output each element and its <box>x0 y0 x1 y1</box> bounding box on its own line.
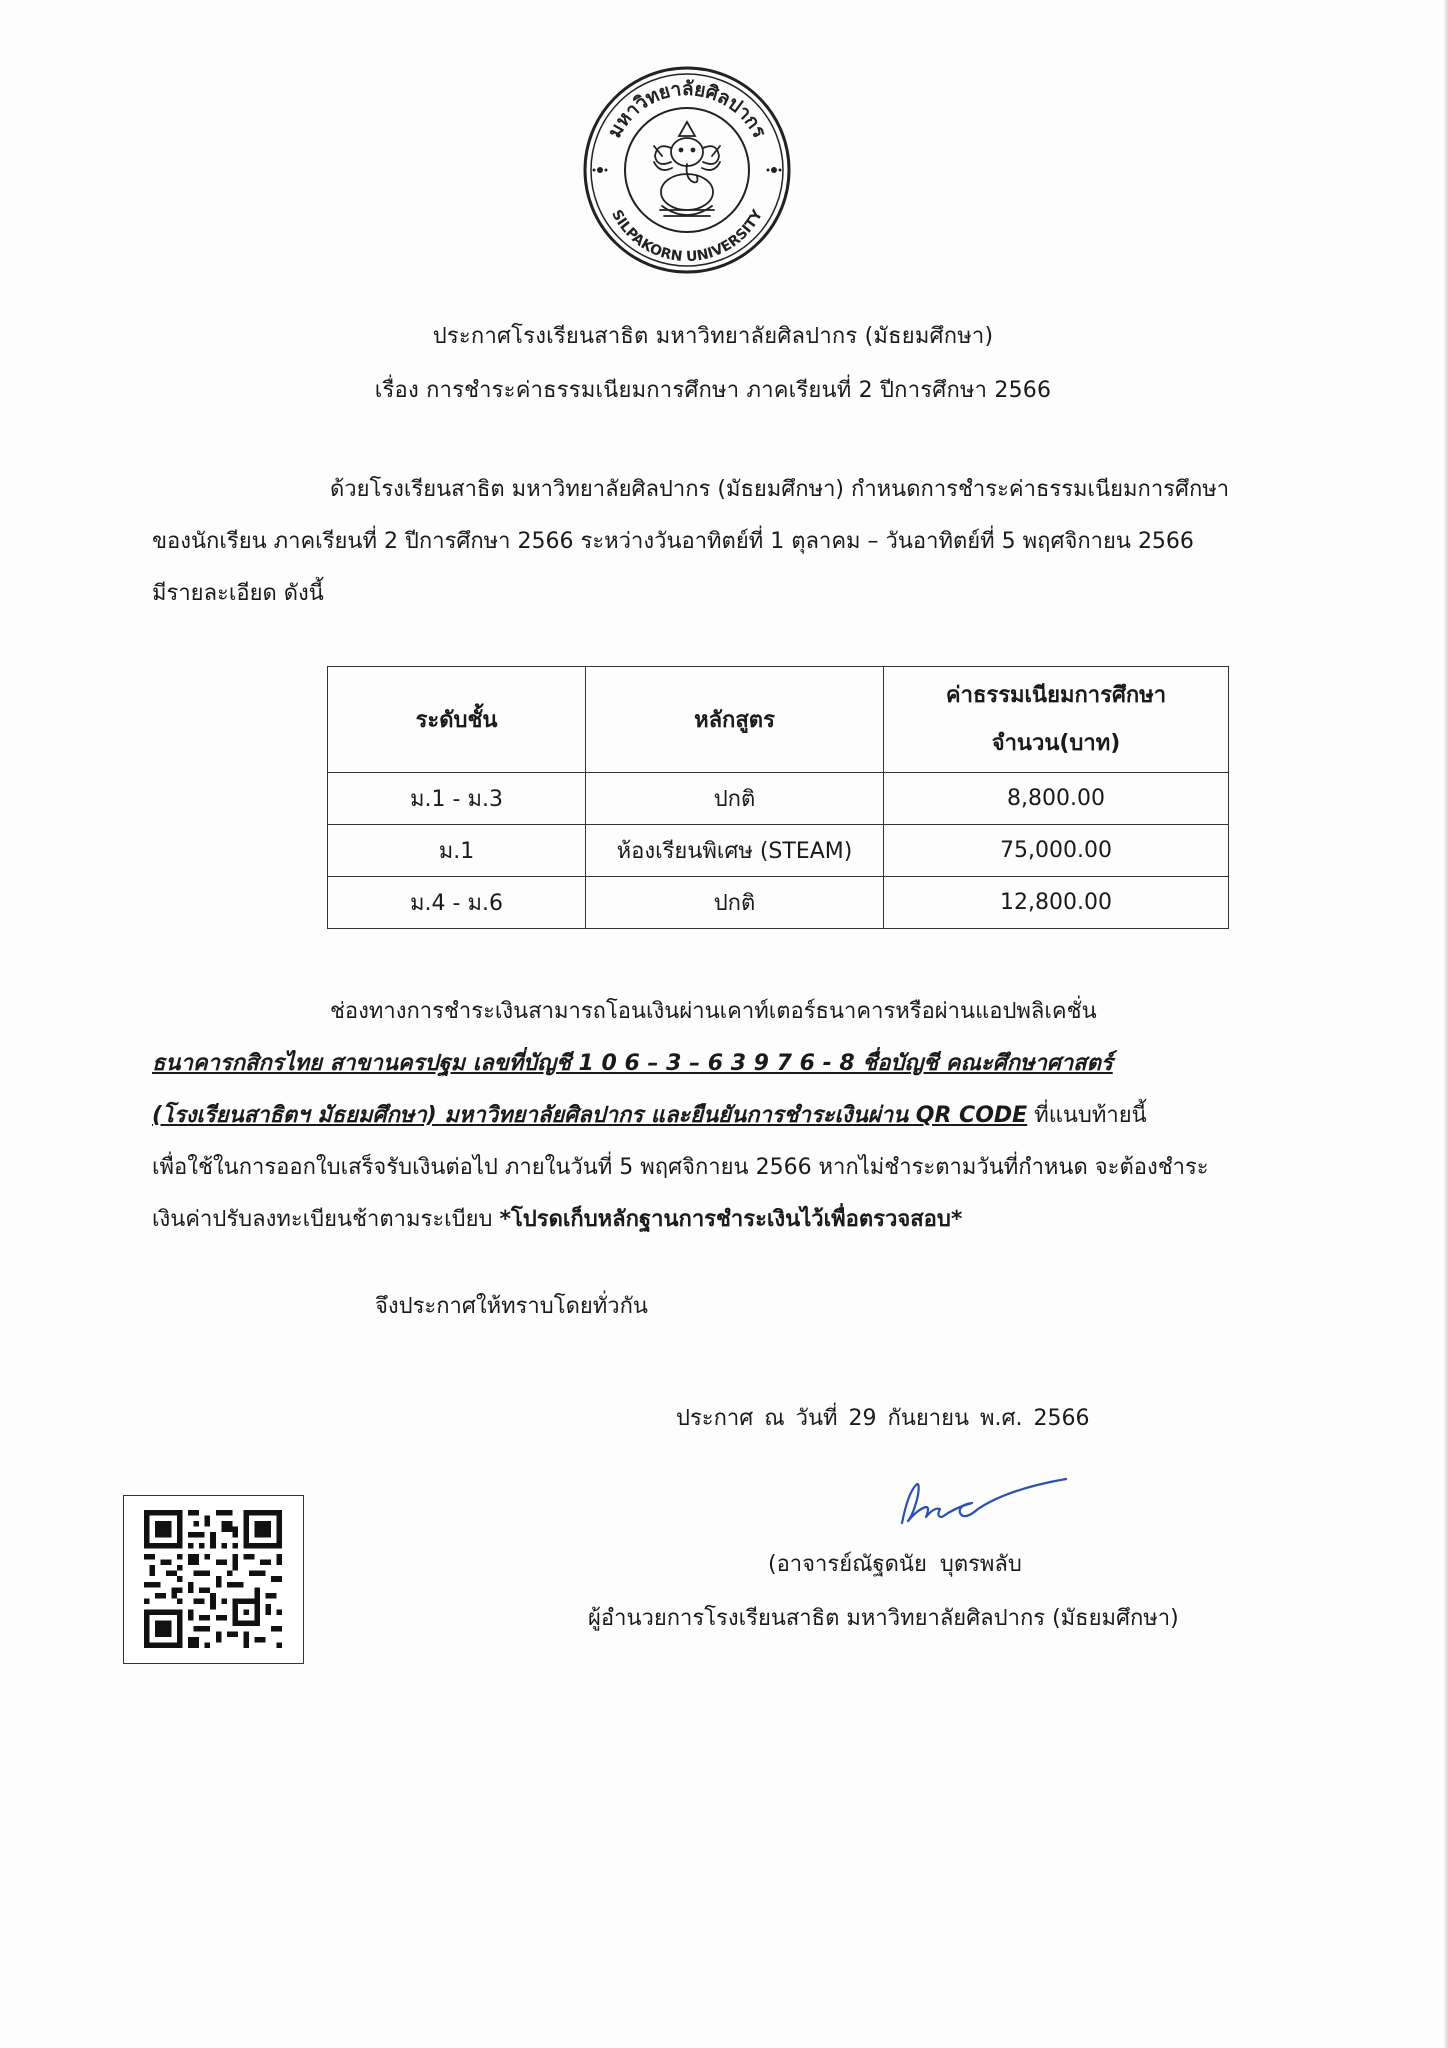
payment-line <box>152 1194 1298 1246</box>
cell-fee: 75,000.00 <box>884 825 1229 877</box>
payment-qr-code <box>123 1495 304 1664</box>
payment-line-plain: เงินค่าปรับลงทะเบียนช้าตามระเบียบ <box>152 1207 500 1232</box>
payment-line-rest: ที่แนบท้ายนี้ <box>1027 1103 1147 1128</box>
closing-statement: จึงประกาศให้ทราบโดยทั่วกัน <box>375 1294 648 1319</box>
qr-code-icon <box>144 1510 282 1648</box>
announcement-title: ประกาศโรงเรียนสาธิต มหาวิทยาลัยศิลปากร (มัธยมศึกษา) <box>432 324 994 349</box>
cell-level: ม.4 - ม.6 <box>328 877 586 929</box>
payment-line: เพื่อใช้ในการออกใบเสร็จรับเงินต่อไป ภายในวันที่ 5 พฤศจิกายน 2566 หากไม่ชำระตามวันที่กำหนด จะต้องชำระ <box>152 1155 1209 1180</box>
header-level: ระดับชั้น <box>328 667 586 773</box>
signer-name: (อาจารย์ณัฐดนัย บุตรพลับ <box>768 1552 1022 1577</box>
announcement-date: ประกาศ ณ วันที่ 29 กันยายน พ.ศ. 2566 <box>676 1406 1090 1431</box>
page-edge <box>1444 0 1448 2048</box>
fee-table-header-row <box>328 667 1229 773</box>
intro-line: ของนักเรียน ภาคเรียนที่ 2 ปีการศึกษา 2566 ระหว่างวันอาทิตย์ที่ 1 ตุลาคม – วันอาทิตย์ที่ 5 พฤศจิกายน 2566 <box>152 529 1194 554</box>
keep-evidence-notice: *โปรดเก็บหลักฐานการชำระเงินไว้เพื่อตรวจสอบ* <box>499 1207 963 1232</box>
intro-line: มีรายละเอียด ดังนี้ <box>152 581 324 606</box>
intro-line: ด้วยโรงเรียนสาธิต มหาวิทยาลัยศิลปากร (มัธยมศึกษา) กำหนดการชำระค่าธรรมเนียมการศึกษา <box>330 477 1230 502</box>
bank-account-details: ธนาคารกสิกรไทย สาขานครปฐม เลขที่บัญชี 1 0 6 – 3 – 6 3 9 7 6 - 8 ชื่อบัญชี คณะศึกษาศาสตร์ <box>152 1051 1113 1076</box>
seal-thai-text: มหาวิทยาลัยศิลปากร <box>603 77 771 142</box>
cell-program: ห้องเรียนพิเศษ (STEAM) <box>586 825 884 877</box>
account-name-emphasis: (โรงเรียนสาธิตฯ มัธยมศึกษา) มหาวิทยาลัยศิลปากร และยืนยันการชำระเงินผ่าน QR CODE <box>152 1103 1028 1128</box>
header-program: หลักสูตร <box>586 667 884 773</box>
announcement-subject: เรื่อง การชำระค่าธรรมเนียมการศึกษา ภาคเรียนที่ 2 ปีการศึกษา 2566 <box>374 378 1052 403</box>
cell-level: ม.1 <box>328 825 586 877</box>
table-row <box>328 773 1229 825</box>
signer-position: ผู้อำนวยการโรงเรียนสาธิต มหาวิทยาลัยศิลปากร (มัธยมศึกษา) <box>588 1606 1179 1631</box>
table-row <box>328 825 1229 877</box>
payment-line: ช่องทางการชำระเงินสามารถโอนเงินผ่านเคาท์เตอร์ธนาคารหรือผ่านแอปพลิเคชั่น <box>330 999 1097 1024</box>
header-fee-line2: จำนวน(บาท) <box>991 730 1121 756</box>
payment-line <box>152 1090 1298 1142</box>
fee-table <box>327 666 1229 929</box>
header-fee <box>884 667 1229 773</box>
cell-program: ปกติ <box>586 773 884 825</box>
cell-level: ม.1 - ม.3 <box>328 773 586 825</box>
table-row <box>328 877 1229 929</box>
intro-paragraph <box>152 464 1298 620</box>
seal-english-text: SILPAKORN UNIVERSITY <box>608 207 766 266</box>
cell-fee: 12,800.00 <box>884 877 1229 929</box>
payment-paragraph <box>152 986 1298 1246</box>
cell-program: ปกติ <box>586 877 884 929</box>
cell-fee: 8,800.00 <box>884 773 1229 825</box>
university-seal-logo <box>582 60 792 280</box>
header-fee-line1: ค่าธรรมเนียมการศึกษา <box>945 682 1167 708</box>
handwritten-signature <box>880 1465 1070 1535</box>
